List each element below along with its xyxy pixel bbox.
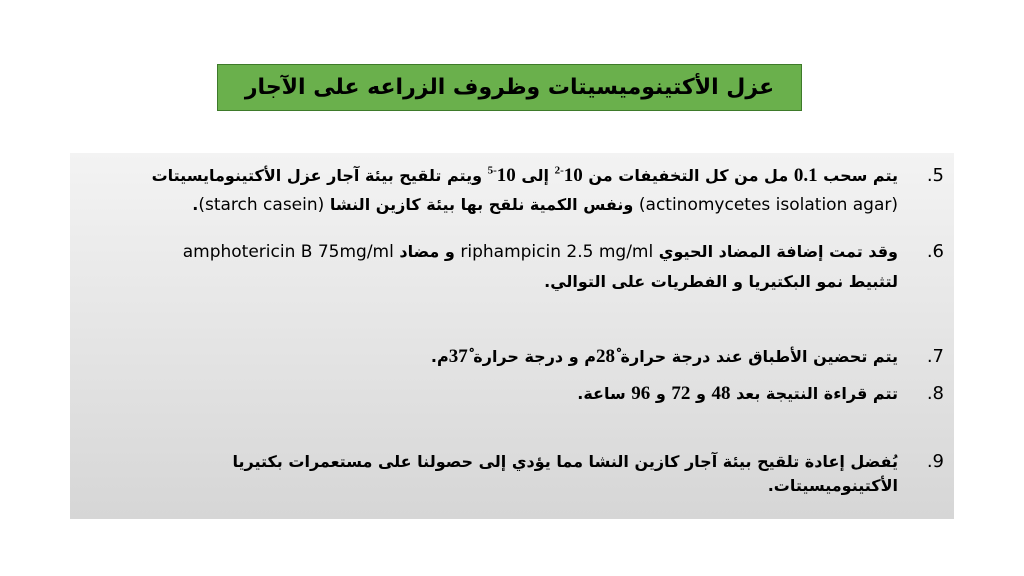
item-text: يُفضل إعادة تلقيح بيئة آجار كازين النشا مما يؤدي إلى حصولنا على مستعمرات بكتيريا الأكتينوميسيتات. (232, 452, 898, 495)
item-number: .7 (926, 346, 944, 367)
dilution-to: $10^{-5}$ (487, 164, 516, 186)
volume-value: 0.1 (793, 165, 818, 186)
list-item-9 (70, 450, 954, 498)
procedure-list (70, 153, 954, 519)
item-number: .9 (926, 451, 944, 472)
item-number: .8 (926, 383, 944, 404)
item-number: .6 (926, 241, 944, 262)
item-text: تتم قراءة النتيجة بعد 48 و 72 و 96 ساعة. (577, 383, 898, 404)
item-text: يتم سحب 0.1 مل من كل التخفيفات من $10^{-2}$ إلى $10^{-5}$ ويتم تلقيح بيئة آجار عزل الأكتينومايسيتات (actinomycetes isolation agar) ونفس الكمية نلقح بها بيئة كازين النشا (starch casein). (151, 164, 898, 215)
slide-title: عزل الأكتينوميسيتات وظروف الزراعه على الآجار (244, 75, 775, 100)
hours-3: 96 (631, 383, 651, 404)
list-item-6 (70, 237, 954, 296)
list-item-8 (70, 379, 954, 408)
hours-1: 48 (711, 383, 731, 404)
hours-2: 72 (671, 383, 691, 404)
temperature-1: 28 (595, 346, 615, 367)
content-panel (70, 153, 954, 519)
item-number: .5 (926, 165, 944, 186)
item-text: يتم تحضين الأطباق عند درجة حرارة 28ْم و درجة حرارة 37ْم. (430, 346, 898, 367)
list-item-7 (70, 342, 954, 371)
title-banner (217, 64, 802, 111)
temperature-2: 37 (448, 346, 468, 367)
list-item-5 (70, 161, 954, 220)
dilution-from: $10^{-2}$ (554, 164, 583, 186)
item-text: وقد تمت إضافة المضاد الحيوي riphampicin 2.5 mg/ml و مضاد amphotericin B 75mg/ml لتثبيط نمو البكتيريا و الفطريات على التوالي. (182, 242, 898, 291)
